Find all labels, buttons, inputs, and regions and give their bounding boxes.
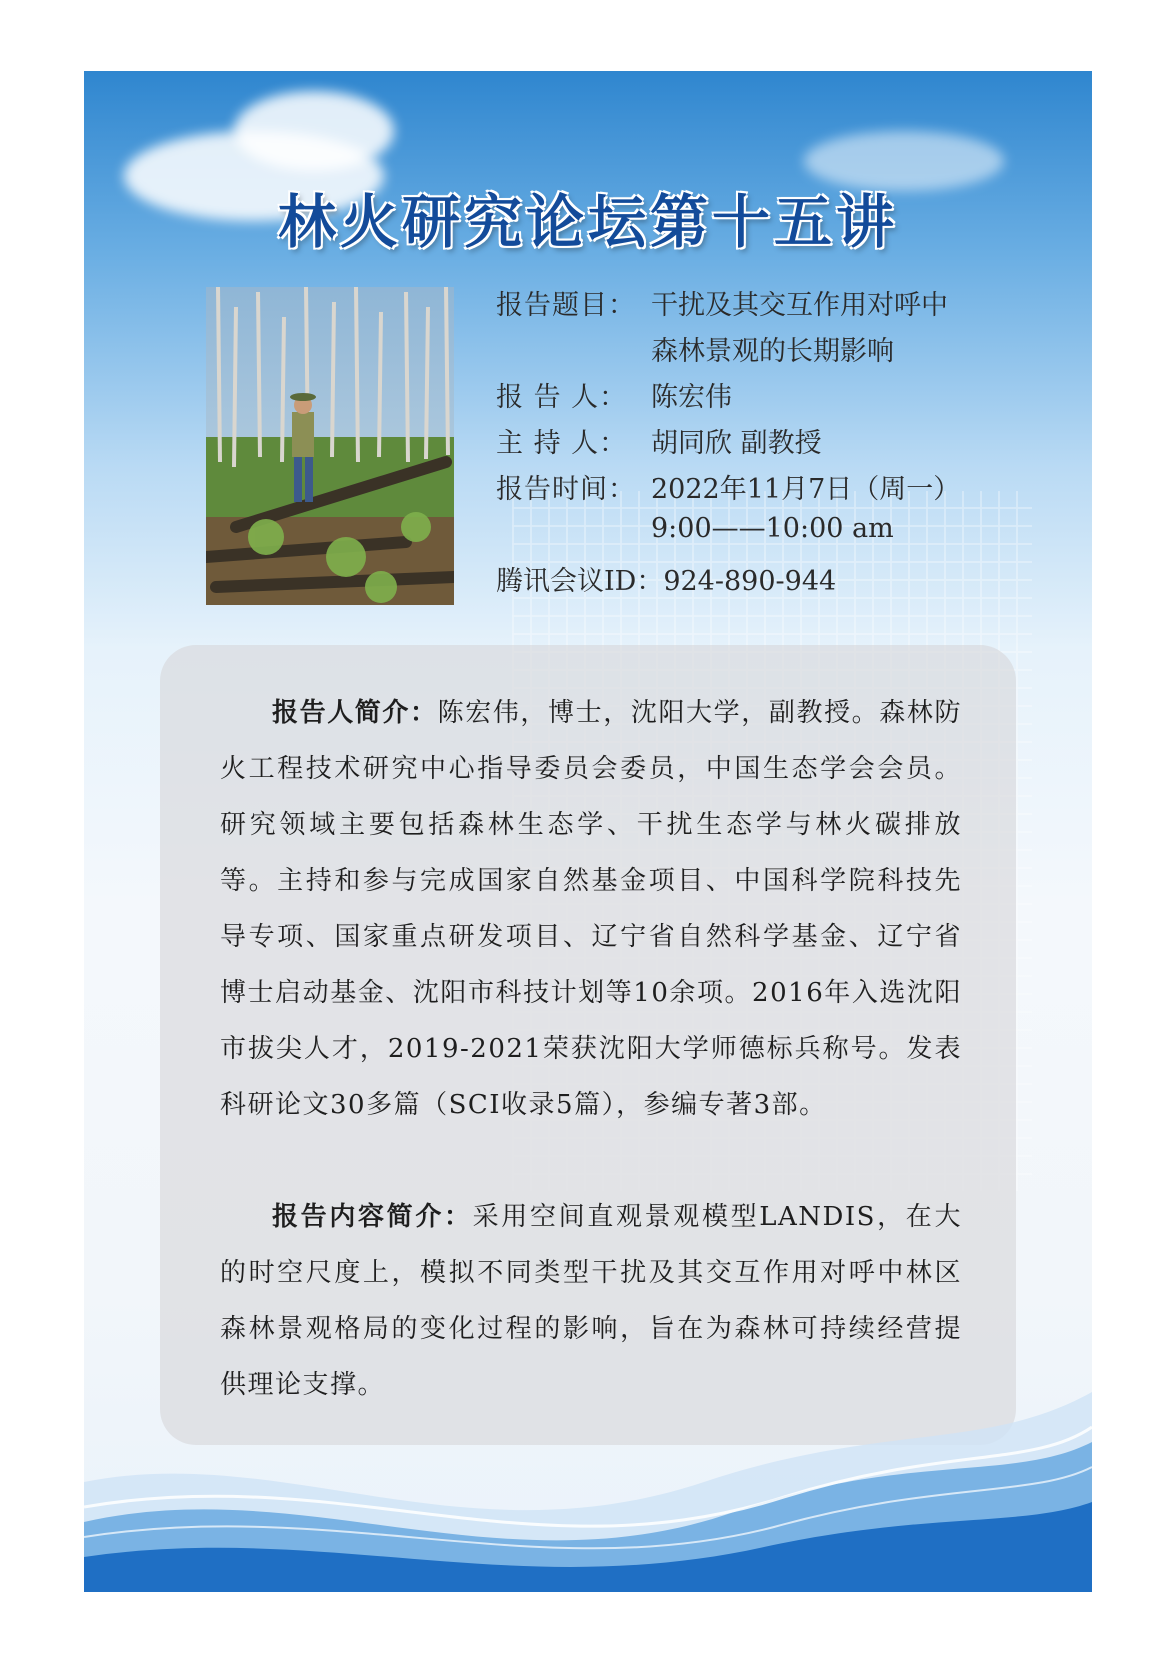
- speaker-row: [496, 375, 732, 414]
- time-row: [496, 467, 961, 506]
- topic-label: 报告题目：: [496, 290, 636, 321]
- event-date: 2022年11月7日（周一）: [651, 474, 961, 505]
- topic-line2: 森林景观的长期影响: [651, 336, 894, 367]
- meeting-id: 924-890-944: [663, 566, 837, 597]
- poster-title: 林火研究论坛第十五讲: [277, 188, 898, 256]
- host-row: [496, 421, 822, 460]
- abstract-heading: 报告内容简介：: [272, 1202, 473, 1232]
- speaker-label: 报 告 人：: [496, 382, 628, 413]
- event-time: 9:00——10:00 am: [651, 513, 894, 544]
- time-label: 报告时间：: [496, 474, 636, 505]
- meeting-row: [496, 559, 836, 598]
- bio-heading: 报告人简介：: [272, 698, 438, 728]
- poster: [84, 71, 1092, 1592]
- host-name: 胡同欣 副教授: [651, 428, 822, 459]
- host-label: 主 持 人：: [496, 428, 628, 459]
- topic-row: [496, 283, 948, 322]
- forest-photo-icon: [206, 287, 454, 605]
- speaker-name: 陈宏伟: [651, 382, 732, 413]
- wave-decoration: [84, 1332, 1092, 1592]
- description-panel: [160, 645, 1016, 1445]
- bio-text: 陈宏伟，博士，沈阳大学，副教授。森林防火工程技术研究中心指导委员会委员，中国生态学会会员。研究领域主要包括森林生态学、干扰生态学与林火碳排放等。主持和参与完成国家自然基金项目、中国科学院科技先导专项、国家重点研发项目、辽宁省自然科学基金、辽宁省博士启动基金、沈阳市科技计划等10余项。2016年入选沈阳市拔尖人才，2019-2021荣获沈阳大学师德标兵称号。发表科研论文30多篇（SCI收录5篇），参编专著3部。: [220, 698, 962, 1120]
- speaker-bio: [220, 685, 962, 1133]
- abstract-text: 采用空间直观景观模型LANDIS，在大的时空尺度上，模拟不同类型干扰及其交互作用对呼中林区森林景观格局的变化过程的影响，旨在为森林可持续经营提供理论支撑。: [220, 1202, 962, 1400]
- topic-line1: 干扰及其交互作用对呼中: [651, 290, 948, 321]
- meeting-label: 腾讯会议ID：: [496, 566, 664, 597]
- cloud-decoration: [234, 91, 394, 171]
